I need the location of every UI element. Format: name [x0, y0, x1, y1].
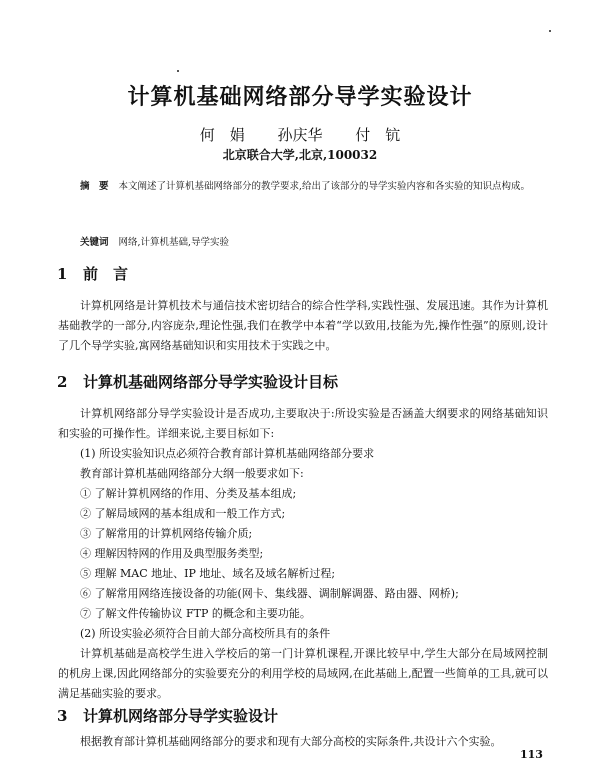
section-title: 计算机网络部分导学实验设计	[83, 707, 279, 725]
section-number: 2	[57, 373, 68, 391]
keywords-label: 关键词	[80, 237, 109, 248]
requirement-item: ⑥ 了解常用网络连接设备的功能(网卡、集线器、调制解调器、路由器、网桥);	[80, 587, 459, 600]
author-list	[0, 124, 600, 145]
paper-title: 计算机基础网络部分导学实验设计	[127, 85, 473, 110]
section-heading-3	[57, 705, 278, 726]
subsection-2-heading: (2) 所设实验必须符合目前大部分高校所具有的条件	[80, 627, 331, 640]
subsection-2-paragraph: 计算机基础是高校学生进入学校后的第一门计算机课程,开课比较早中,学生大部分在局域网控制的机房上课,因此网络部分的实验要充分的利用学校的局域网,在此基础上,配置一些简单的工具,就可以满足基础实验的要求。	[58, 647, 548, 700]
section-heading-1	[57, 263, 128, 284]
section-title: 计算机基础网络部分导学实验设计目标	[83, 373, 339, 391]
section-title: 前 言	[83, 265, 129, 283]
section-number: 3	[57, 707, 68, 725]
requirement-item: ④ 理解因特网的作用及典型服务类型;	[80, 547, 264, 560]
abstract-text: 本文阐述了计算机基础网络部分的教学要求,给出了该部分的导学实验内容和各实验的知识点构成。	[118, 181, 531, 192]
author: 何 娟	[199, 126, 245, 144]
section-number: 1	[57, 265, 68, 283]
requirement-item: ⑦ 了解文件传输协议 FTP 的概念和主要功能。	[80, 607, 311, 620]
author: 孙庆华	[277, 126, 323, 144]
subsection-1-heading: (1) 所设实验知识点必须符合教育部计算机基础网络部分要求	[80, 447, 375, 460]
abstract	[80, 178, 550, 196]
requirement-item: ⑤ 理解 MAC 地址、IP 地址、域名及域名解析过程;	[80, 567, 336, 580]
subsection-1-desc: 教育部计算机基础网络部分大纲一般要求如下:	[80, 467, 304, 480]
section-2-intro: 计算机网络部分导学实验设计是否成功,主要取决于:所设实验是否涵盖大纲要求的网络基础知识和实验的可操作性。详细来说,主要目标如下:	[58, 407, 548, 440]
keywords	[80, 234, 550, 252]
section-1-paragraph: 计算机网络是计算机技术与通信技术密切结合的综合性学科,实践性强、发展迅速。其作为计算机基础教学的一部分,内容庞杂,理论性强,我们在教学中本着“学以致用,技能为先,操作性强”的原则,设计了几个导学实验,寓网络基础知识和实用技术于实践之中。	[58, 299, 548, 352]
requirement-item: ① 了解计算机网络的作用、分类及基本组成;	[80, 487, 297, 500]
scan-speck	[177, 70, 179, 72]
scan-speck	[549, 30, 551, 32]
section-heading-2	[57, 371, 338, 392]
keywords-text: 网络,计算机基础,导学实验	[118, 237, 230, 248]
page-number: 113	[520, 748, 543, 761]
affiliation: 北京联合大学,北京,100032	[222, 148, 378, 162]
author: 付 钪	[355, 126, 401, 144]
section-3-paragraph: 根据教育部计算机基础网络部分的要求和现有大部分高校的实际条件,共设计六个实验。	[80, 735, 502, 748]
requirement-item: ③ 了解常用的计算机网络传输介质;	[80, 527, 253, 540]
abstract-label: 摘 要	[80, 181, 109, 192]
requirement-item: ② 了解局域网的基本组成和一般工作方式;	[80, 507, 286, 520]
